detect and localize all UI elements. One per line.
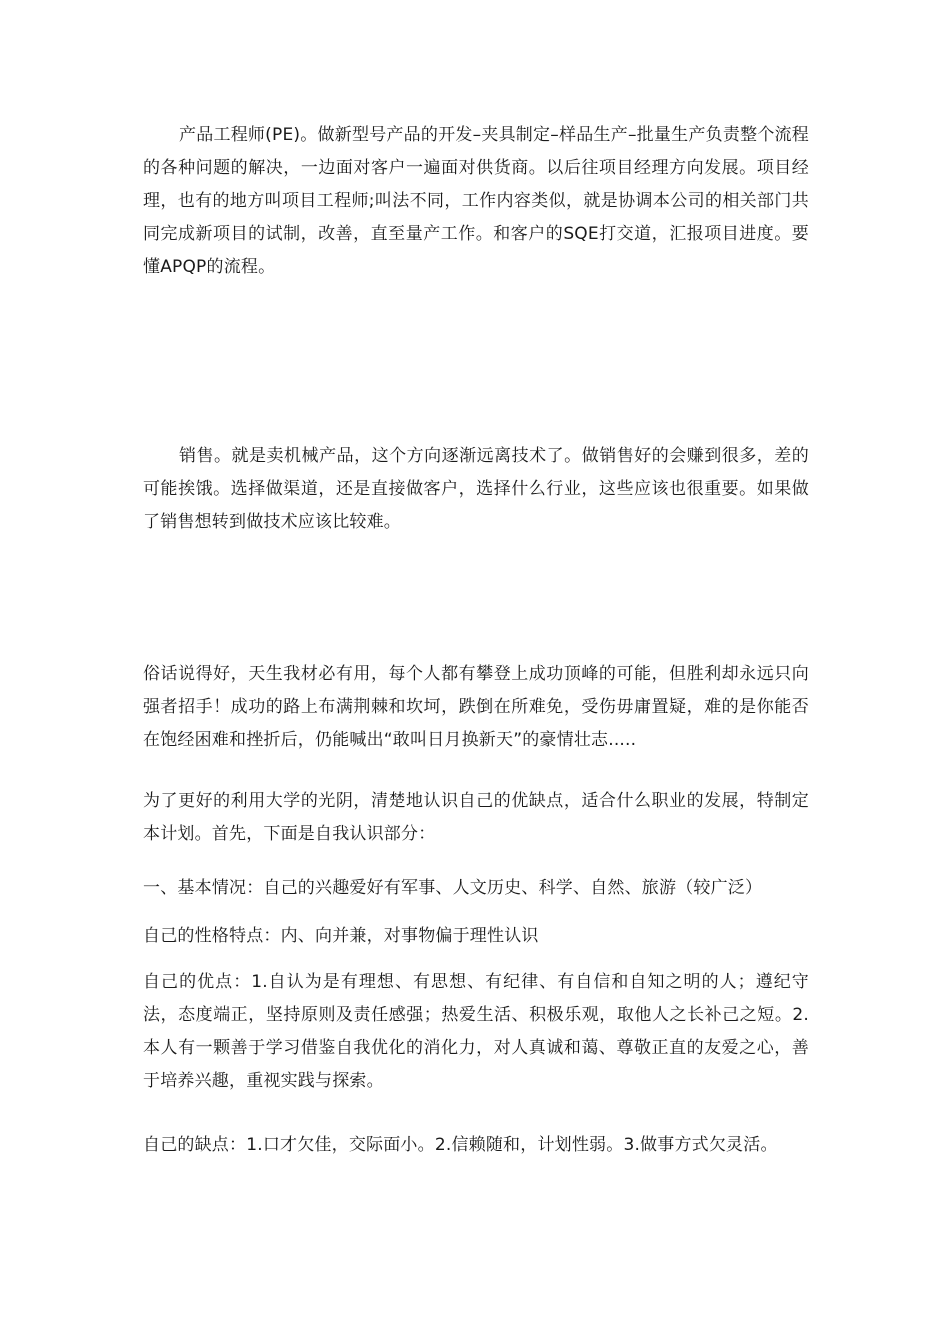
paragraph-product-engineer: 产品工程师(PE)。做新型号产品的开发–夹具制定–样品生产–批量生产负责整个流程的各种问题的解决，一边面对客户一遍面对供货商。以后往项目经理方向发展。项目经理，也有的地方叫项目工程师;叫法不同，工作内容类似，就是协调本公司的相关部门共同完成新项目的试制，改善，直至量产工作。和客户的SQE打交道，汇报项目进度。要懂APQP的流程。 — [143, 125, 809, 277]
paragraph-basic-info: 一、基本情况：自己的兴趣爱好有军事、人文历史、科学、自然、旅游（较广泛） — [143, 878, 763, 898]
paragraph-strengths: 自己的优点：1.自认为是有理想、有思想、有纪律、有自信和自知之明的人；遵纪守法，态度端正，坚持原则及责任感强；热爱生活、积极乐观，取他人之长补己之短。2.本人有一颗善于学习借鉴自我优化的消化力，对人真诚和蔼、尊敬正直的友爱之心，善于培养兴趣，重视实践与探索。 — [143, 972, 809, 1091]
paragraph-proverb: 俗话说得好，天生我材必有用，每个人都有攀登上成功顶峰的可能，但胜利却永远只向强者招手！成功的路上布满荆棘和坎坷，跌倒在所难免，受伤毋庸置疑，难的是你能否在饱经困难和挫折后，仍能喊出“敢叫日月换新天”的豪情壮志..... — [143, 664, 809, 750]
paragraph-sales: 销售。就是卖机械产品，这个方向逐渐远离技术了。做销售好的会赚到很多，差的可能挨饿。选择做渠道，还是直接做客户，选择什么行业，这些应该也很重要。如果做了销售想转到做技术应该比较难。 — [143, 446, 809, 532]
paragraph-character: 自己的性格特点：内、向并兼，对事物偏于理性认识 — [143, 926, 539, 946]
paragraph-weaknesses: 自己的缺点：1.口才欠佳，交际面小。2.信赖随和，计划性弱。3.做事方式欠灵活。 — [143, 1135, 778, 1155]
paragraph-purpose: 为了更好的利用大学的光阴，清楚地认识自己的优缺点，适合什么职业的发展，特制定本计划。首先，下面是自我认识部分： — [143, 791, 809, 844]
